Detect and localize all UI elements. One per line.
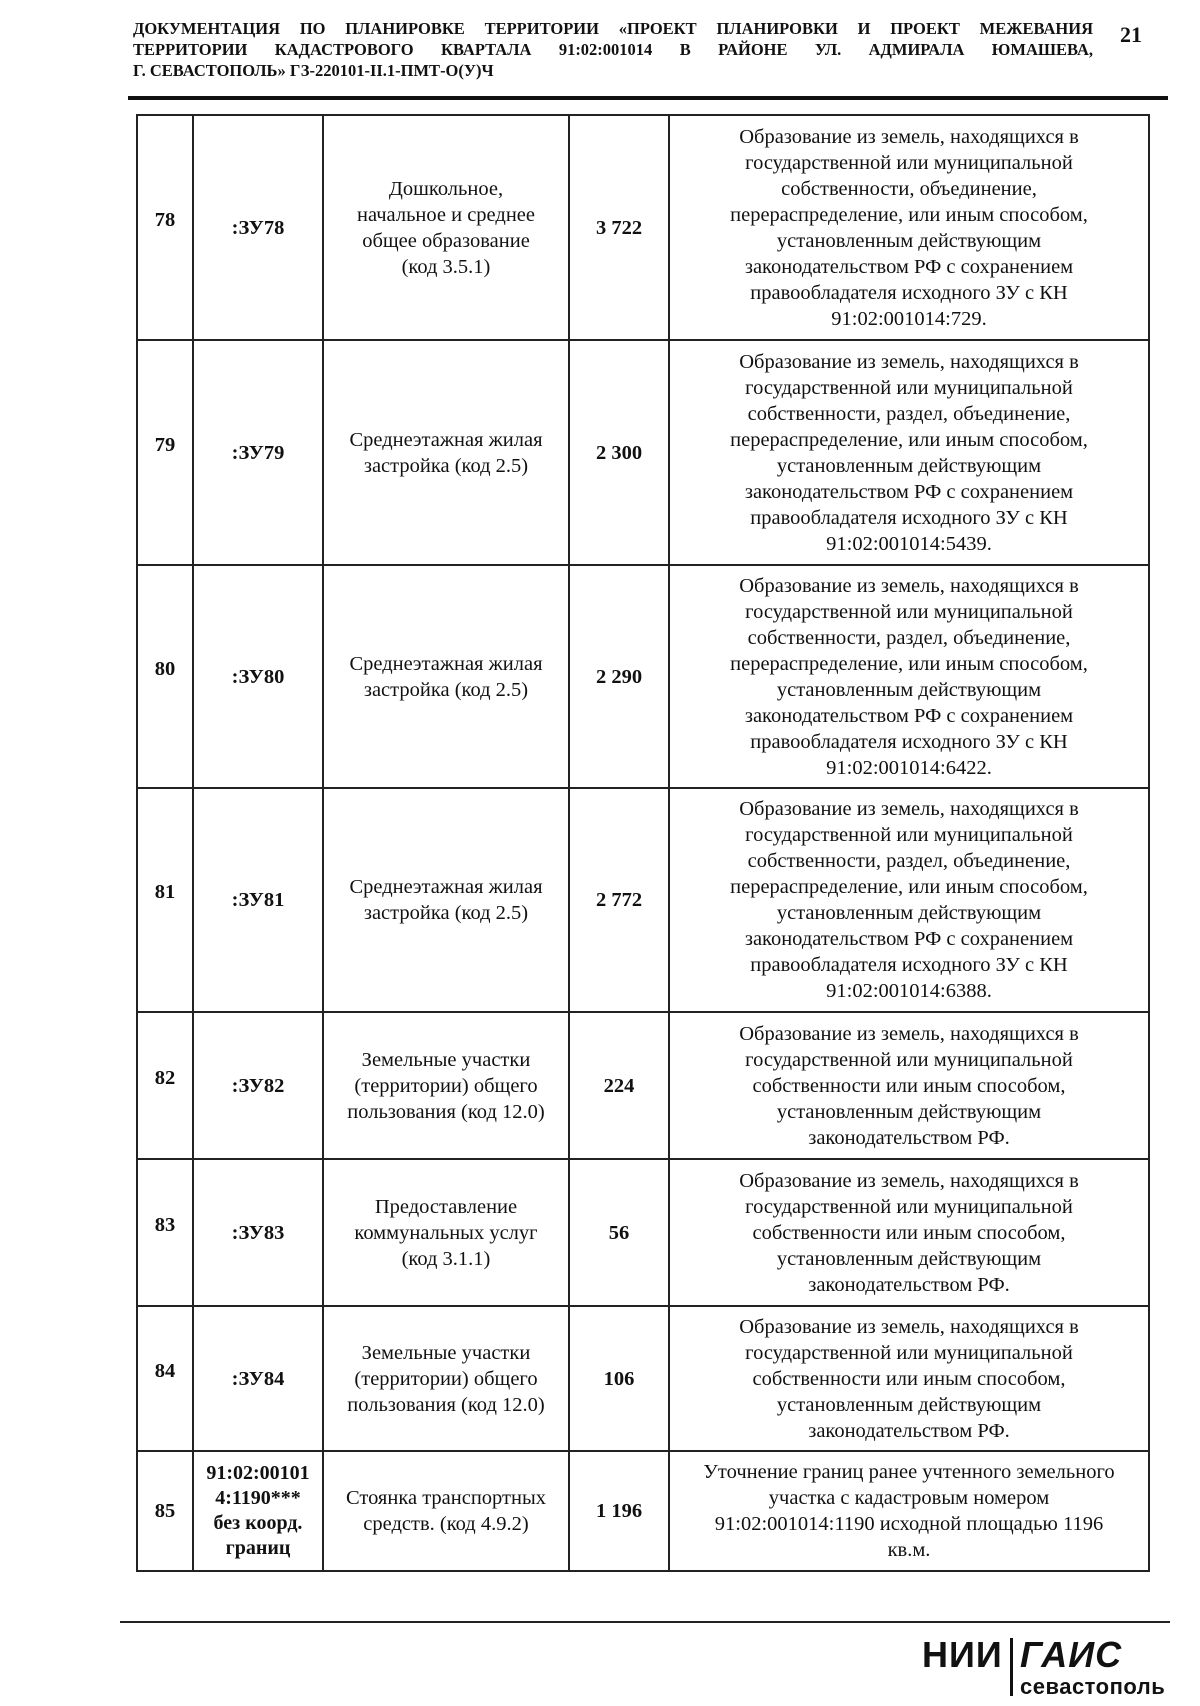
permitted-use: Земельные участки (территории) общего пользования (код 12.0) [323, 1306, 569, 1451]
table-row [137, 1159, 1149, 1306]
row-number: 78 [137, 115, 193, 340]
permitted-use: Среднеэтажная жилая застройка (код 2.5) [323, 340, 569, 565]
logo-subtitle: севастополь [1020, 1674, 1166, 1699]
plot-code: :ЗУ81 [193, 788, 323, 1012]
plot-code: :ЗУ83 [193, 1159, 323, 1306]
header-line-3: Г. СЕВАСТОПОЛЬ» ГЗ-220101-II.1-ПМТ-О(У)Ч [133, 61, 494, 80]
plot-code: :ЗУ79 [193, 340, 323, 565]
plot-area: 1 196 [569, 1451, 669, 1571]
formation-method: Образование из земель, находящихся в государственной или муниципальной собственности, раздел, объединение, перераспределение, или иным способом, установленным действующим законодательством РФ с сохранением правообладателя исходного ЗУ с КН 91:02:001014:6422. [669, 565, 1149, 788]
row-number: 80 [137, 565, 193, 788]
logo-text-left: НИИ [922, 1634, 1003, 1675]
plot-area: 2 772 [569, 788, 669, 1012]
logo-text-right: ГАИС [1020, 1634, 1123, 1675]
table-row [137, 1012, 1149, 1159]
company-logo [922, 1634, 1182, 1698]
plot-code: :ЗУ82 [193, 1012, 323, 1159]
formation-method: Уточнение границ ранее учтенного земельного участка с кадастровым номером 91:02:001014:1190 исходной площадью 1196 кв.м. [669, 1451, 1149, 1571]
row-number: 79 [137, 340, 193, 565]
permitted-use: Среднеэтажная жилая застройка (код 2.5) [323, 788, 569, 1012]
footer-divider [120, 1621, 1170, 1623]
header-divider [128, 96, 1168, 100]
plot-area: 3 722 [569, 115, 669, 340]
plot-area: 2 290 [569, 565, 669, 788]
permitted-use: Дошкольное, начальное и среднее общее образование (код 3.5.1) [323, 115, 569, 340]
plot-code: 91:02:00101 4:1190*** без коорд. границ [193, 1451, 323, 1571]
land-plots-table [136, 114, 1150, 1572]
table-row [137, 1451, 1149, 1571]
plot-area: 2 300 [569, 340, 669, 565]
row-number: 82 [137, 1012, 193, 1159]
logo-separator [1010, 1638, 1013, 1696]
header-line-1: ДОКУМЕНТАЦИЯ ПО ПЛАНИРОВКЕ ТЕРРИТОРИИ «ПРОЕКТ ПЛАНИРОВКИ И ПРОЕКТ МЕЖЕВАНИЯ [133, 19, 1093, 38]
permitted-use: Стоянка транспортных средств. (код 4.9.2) [323, 1451, 569, 1571]
row-number: 83 [137, 1159, 193, 1306]
table-row [137, 115, 1149, 340]
table-row [137, 1306, 1149, 1451]
formation-method: Образование из земель, находящихся в государственной или муниципальной собственности или иным способом, установленным действующим законодательством РФ. [669, 1306, 1149, 1451]
formation-method: Образование из земель, находящихся в государственной или муниципальной собственности, объединение, перераспределение, или иным способом, установленным действующим законодательством РФ с сохранением правообладателя исходного ЗУ с КН 91:02:001014:729. [669, 115, 1149, 340]
permitted-use: Земельные участки (территории) общего пользования (код 12.0) [323, 1012, 569, 1159]
row-number: 84 [137, 1306, 193, 1451]
plot-area: 56 [569, 1159, 669, 1306]
permitted-use: Предоставление коммунальных услуг (код 3.1.1) [323, 1159, 569, 1306]
table-row [137, 340, 1149, 565]
formation-method: Образование из земель, находящихся в государственной или муниципальной собственности или иным способом, установленным действующим законодательством РФ. [669, 1012, 1149, 1159]
formation-method: Образование из земель, находящихся в государственной или муниципальной собственности, раздел, объединение, перераспределение, или иным способом, установленным действующим законодательством РФ с сохранением правообладателя исходного ЗУ с КН 91:02:001014:5439. [669, 340, 1149, 565]
table-row [137, 788, 1149, 1012]
formation-method: Образование из земель, находящихся в государственной или муниципальной собственности, раздел, объединение, перераспределение, или иным способом, установленным действующим законодательством РФ с сохранением правообладателя исходного ЗУ с КН 91:02:001014:6388. [669, 788, 1149, 1012]
header-line-2: ТЕРРИТОРИИ КАДАСТРОВОГО КВАРТАЛА 91:02:001014 В РАЙОНЕ УЛ. АДМИРАЛА ЮМАШЕВА, [133, 40, 1093, 59]
plot-code: :ЗУ84 [193, 1306, 323, 1451]
plot-code: :ЗУ80 [193, 565, 323, 788]
permitted-use: Среднеэтажная жилая застройка (код 2.5) [323, 565, 569, 788]
plot-area: 224 [569, 1012, 669, 1159]
plot-code: :ЗУ78 [193, 115, 323, 340]
row-number: 81 [137, 788, 193, 1012]
page-number: 21 [1120, 22, 1142, 47]
document-header [133, 18, 1093, 81]
plot-area: 106 [569, 1306, 669, 1451]
row-number: 85 [137, 1451, 193, 1571]
formation-method: Образование из земель, находящихся в государственной или муниципальной собственности или иным способом, установленным действующим законодательством РФ. [669, 1159, 1149, 1306]
table-row [137, 565, 1149, 788]
